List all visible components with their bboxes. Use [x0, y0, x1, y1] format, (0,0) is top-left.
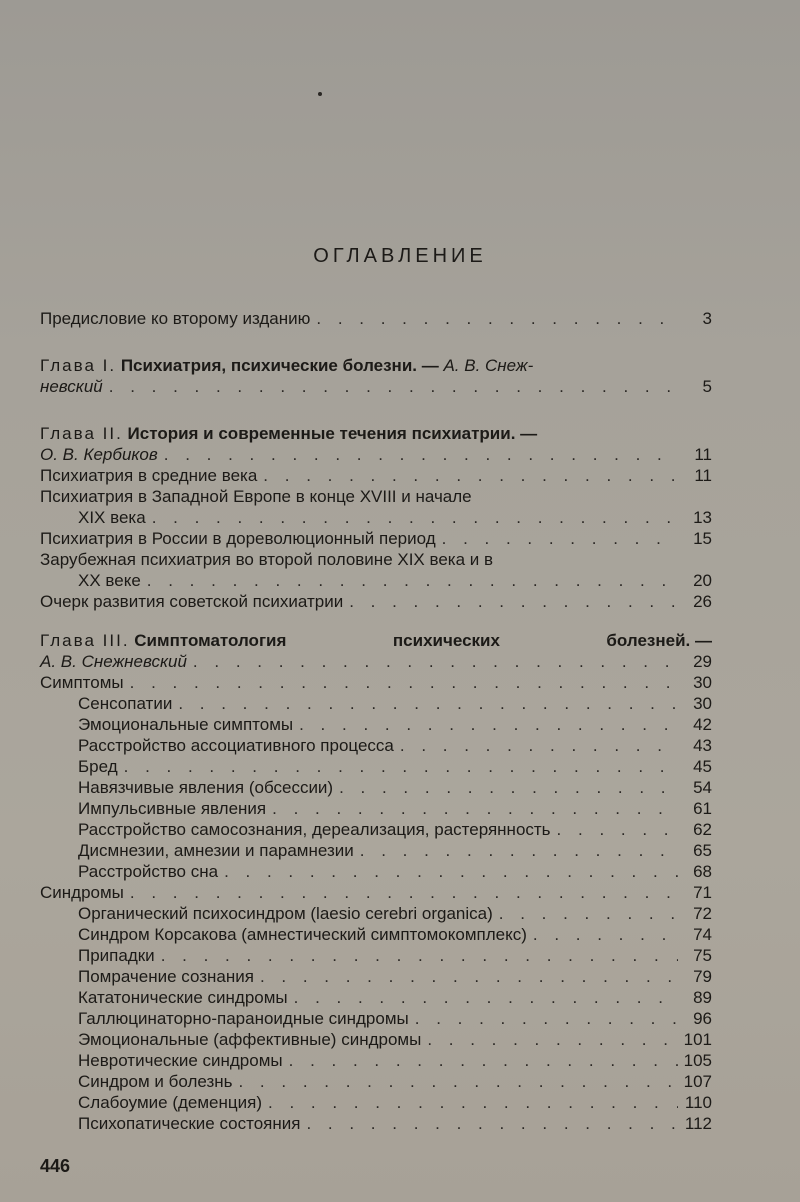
entry-page: 3 — [702, 309, 712, 328]
entry-page: 15 — [693, 529, 712, 548]
entry-title: Психиатрия в Западной Европе в конце XVIII и начале — [40, 487, 472, 506]
toc-entry[interactable] — [40, 1029, 712, 1050]
toc-entry[interactable] — [40, 735, 712, 756]
chapter-author: А. В. Снеж- — [443, 356, 534, 375]
entry-title: Психиатрия в России в дореволюционный период — [40, 529, 436, 548]
entry-title: Импульсивные явления — [78, 799, 267, 818]
section-syndromes[interactable] — [40, 882, 712, 903]
dot-leader — [316, 308, 678, 329]
entry-title: Предисловие ко второму изданию — [40, 309, 311, 328]
page-title: ОГЛАВЛЕНИЕ — [313, 245, 487, 267]
entry-title: Зарубежная психиатрия во второй половине XIX века и в — [40, 550, 494, 569]
dot-leader — [164, 444, 678, 465]
toc-entry[interactable] — [40, 777, 712, 798]
chapter-author-cont: невский — [40, 377, 103, 396]
chapter-label: Глава III. — [40, 631, 130, 650]
toc-entry[interactable] — [40, 987, 712, 1008]
dot-leader — [557, 819, 678, 840]
entry-title: Синдром Корсакова (амнестический симптомокомплекс) — [78, 925, 527, 944]
page-number: 446 — [40, 1156, 71, 1176]
chapter-title: История и современные течения психиатрии. — — [127, 424, 538, 443]
dot-leader — [299, 714, 678, 735]
toc-entry[interactable] — [40, 714, 712, 735]
entry-page: 96 — [693, 1009, 712, 1028]
entry-page: 42 — [693, 715, 712, 734]
dot-leader — [109, 376, 678, 397]
entry-title: Органический психосиндром (laesio cerebri organica) — [78, 904, 493, 923]
toc-entry[interactable] — [40, 861, 712, 882]
entry-page: 68 — [693, 862, 712, 881]
dot-leader — [263, 465, 678, 486]
dot-leader — [124, 756, 678, 777]
ink-dot — [318, 92, 322, 96]
entry-page: 26 — [693, 592, 712, 611]
entry-page: 107 — [683, 1072, 712, 1091]
entry-title: Навязчивые явления (обсессии) — [78, 778, 334, 797]
entry-page: 65 — [693, 841, 712, 860]
entry-title: Слабоумие (деменция) — [78, 1093, 262, 1112]
toc-entry[interactable] — [40, 1071, 712, 1092]
dot-leader — [306, 1113, 678, 1134]
dot-leader — [272, 798, 678, 819]
dot-leader — [130, 672, 678, 693]
dot-leader — [427, 1029, 677, 1050]
entry-page: 62 — [693, 820, 712, 839]
dot-leader — [238, 1071, 677, 1092]
entry-page: 75 — [693, 946, 712, 965]
entry-page: 101 — [683, 1030, 712, 1049]
entry-page: 5 — [702, 377, 712, 396]
dot-leader — [360, 840, 678, 861]
table-of-contents — [40, 308, 712, 1134]
chapter-3-author-line[interactable] — [40, 651, 712, 672]
entry-title-cont: XIX века — [78, 508, 146, 527]
toc-entry[interactable] — [40, 591, 712, 612]
toc-entry[interactable] — [40, 840, 712, 861]
entry-title: Психиатрия в средние века — [40, 466, 258, 485]
entry-title: Эмоциональные (аффективные) синдромы — [78, 1030, 422, 1049]
entry-title: Очерк развития советской психиатрии — [40, 592, 344, 611]
entry-page: 112 — [684, 1114, 712, 1133]
dot-leader — [442, 528, 678, 549]
chapter-author: О. В. Кербиков — [40, 445, 158, 464]
entry-title: Невротические синдромы — [78, 1051, 283, 1070]
section-symptoms[interactable] — [40, 672, 712, 693]
chapter-title: Психиатрия, психические болезни. — — [120, 356, 439, 375]
toc-entry[interactable] — [40, 1008, 712, 1029]
entry-page: 74 — [693, 925, 712, 944]
toc-entry[interactable] — [40, 819, 712, 840]
entry-page: 79 — [693, 967, 712, 986]
dot-leader — [152, 507, 678, 528]
dot-leader — [260, 966, 678, 987]
chapter-3-heading[interactable] — [40, 630, 712, 651]
chapter-label-title — [40, 630, 286, 651]
toc-entry[interactable] — [40, 465, 712, 486]
toc-entry-cont[interactable] — [40, 570, 712, 591]
entry-title: Кататонические синдромы — [78, 988, 288, 1007]
toc-entry[interactable] — [40, 528, 712, 549]
entry-page: 45 — [693, 757, 712, 776]
entry-title: Помрачение сознания — [78, 967, 254, 986]
toc-entry[interactable] — [40, 1113, 712, 1134]
chapter-label: Глава II. — [40, 424, 123, 443]
chapter-title-part: психических — [392, 631, 500, 650]
dot-leader — [339, 777, 678, 798]
chapter-2-author-line[interactable] — [40, 444, 712, 465]
toc-entry[interactable] — [40, 486, 712, 507]
chapter-1-author-line[interactable] — [40, 376, 712, 397]
entry-title-cont: XX веке — [78, 571, 141, 590]
entry-title: Расстройство самосознания, дереализация, растерянность — [78, 820, 551, 839]
entry-page: 61 — [693, 799, 712, 818]
toc-entry-cont[interactable] — [40, 507, 712, 528]
dot-leader — [294, 987, 678, 1008]
dot-leader — [130, 882, 678, 903]
section-title: Симптомы — [40, 673, 124, 692]
toc-entry[interactable] — [40, 1092, 712, 1113]
toc-entry[interactable] — [40, 945, 712, 966]
entry-title: Эмоциональные симптомы — [78, 715, 294, 734]
dot-leader — [224, 861, 678, 882]
entry-page: 11 — [694, 445, 712, 464]
entry-page: 29 — [693, 652, 712, 671]
toc-entry[interactable] — [40, 966, 712, 987]
entry-title: Бред — [78, 757, 118, 776]
dot-leader — [349, 591, 678, 612]
entry-title: Психопатические состояния — [78, 1114, 301, 1133]
chapter-label: Глава I. — [40, 356, 117, 375]
entry-title: Расстройство ассоциативного процесса — [78, 736, 394, 755]
dot-leader — [533, 924, 678, 945]
dot-leader — [178, 693, 678, 714]
toc-entry[interactable] — [40, 903, 712, 924]
dot-leader — [193, 651, 678, 672]
chapter-title-part: болезней. — — [606, 631, 712, 650]
toc-entry[interactable] — [40, 1050, 712, 1071]
entry-page: 30 — [693, 694, 712, 713]
entry-page: 13 — [693, 508, 712, 527]
entry-title: Припадки — [78, 946, 155, 965]
dot-leader — [161, 945, 678, 966]
dot-leader — [499, 903, 678, 924]
toc-entry[interactable] — [40, 798, 712, 819]
dot-leader — [268, 1092, 678, 1113]
dot-leader — [147, 570, 678, 591]
chapter-author: А. В. Снежневский — [40, 652, 187, 671]
entry-page: 89 — [693, 988, 712, 1007]
entry-page: 20 — [693, 571, 712, 590]
entry-title: Галлюцинаторно-параноидные синдромы — [78, 1009, 409, 1028]
toc-entry[interactable] — [40, 549, 712, 570]
chapter-2-heading[interactable] — [40, 423, 712, 444]
dot-leader — [415, 1008, 678, 1029]
entry-page: 110 — [684, 1093, 712, 1112]
toc-entry[interactable] — [40, 756, 712, 777]
chapter-title-part: Симптоматология — [134, 631, 287, 650]
section-title: Синдромы — [40, 883, 124, 902]
toc-entry[interactable] — [40, 693, 712, 714]
toc-entry-preface[interactable] — [40, 308, 712, 329]
entry-title: Дисмнезии, амнезии и парамнезии — [78, 841, 354, 860]
dot-leader — [289, 1050, 678, 1071]
entry-page: 11 — [694, 466, 712, 485]
entry-page: 71 — [693, 883, 712, 902]
entry-title: Синдром и болезнь — [78, 1072, 233, 1091]
entry-page: 105 — [683, 1051, 712, 1070]
entry-title: Сенсопатии — [78, 694, 173, 713]
toc-entry[interactable] — [40, 924, 712, 945]
dot-leader — [400, 735, 678, 756]
entry-page: 72 — [693, 904, 712, 923]
entry-page: 43 — [693, 736, 712, 755]
entry-page: 30 — [693, 673, 712, 692]
entry-page: 54 — [693, 778, 712, 797]
entry-title: Расстройство сна — [78, 862, 219, 881]
chapter-1-heading[interactable] — [40, 355, 712, 376]
